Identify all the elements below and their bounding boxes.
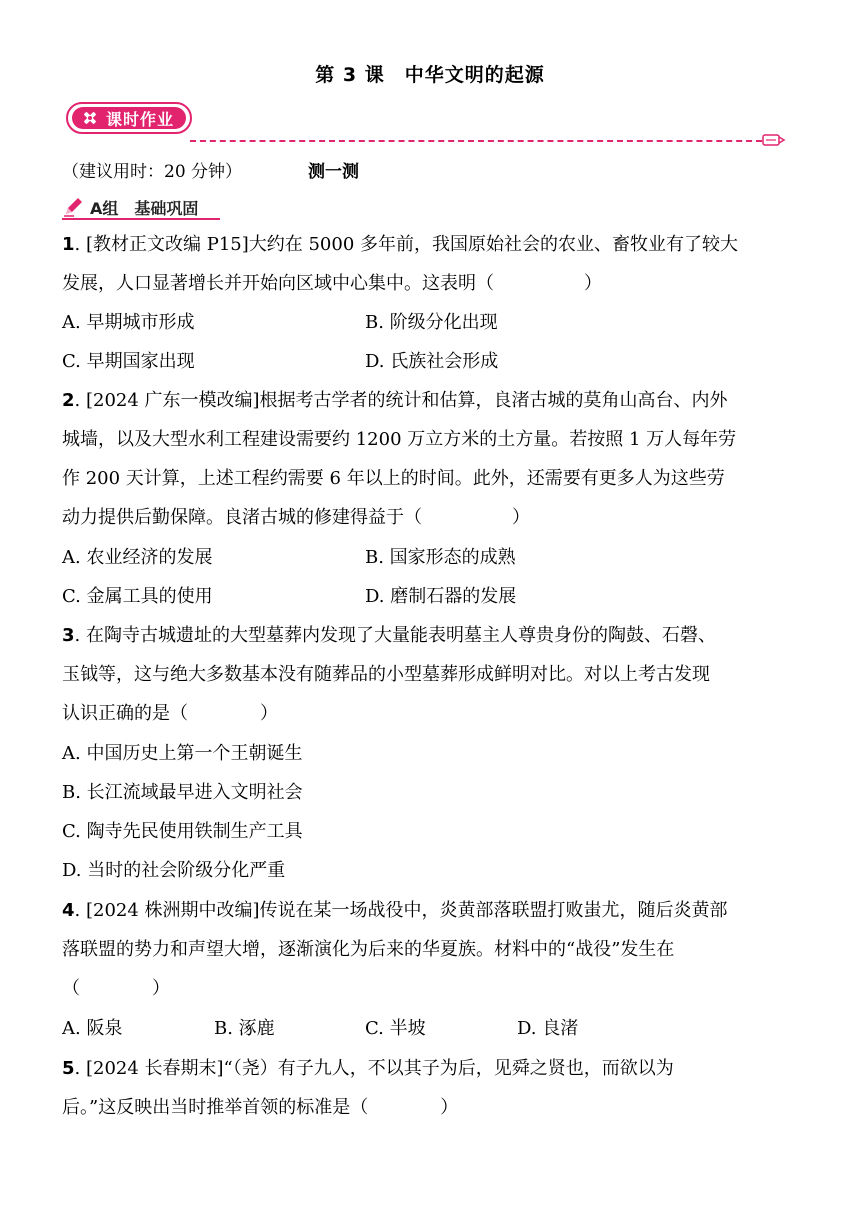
question-number: 4 (62, 900, 75, 921)
option-b[interactable]: B. 长江流域最早进入文明社会 (62, 782, 303, 803)
question-text: 玉钺等，这与绝大多数基本没有随葬品的小型墓葬形成鲜明对比。对以上考古发现 (62, 664, 710, 685)
question-text: 落联盟的势力和声望大增，逐渐演化为后来的华夏族。材料中的“战役”发生在 (62, 939, 675, 960)
question-text: . [2024 广东一模改编]根据考古学者的统计和估算，良渚古城的莫角山高台、内外 (74, 390, 728, 411)
question-text: . [2024 长春期末]“（尧）有子九人，不以其子为后，见舜之贤也，而欲以为 (74, 1058, 674, 1079)
group-underline (62, 218, 220, 220)
option-d[interactable]: D. 氏族社会形成 (365, 351, 499, 372)
question-text: . [教材正文改编 P15]大约在 5000 多年前，我国原始社会的农业、畜牧业有了较大 (74, 234, 739, 255)
option-a[interactable]: A. 阪泉 (62, 1018, 123, 1039)
option-a[interactable]: A. 早期城市形成 (62, 312, 195, 333)
question-number: 1 (62, 234, 75, 255)
group-label: A组 基础巩固 (90, 198, 199, 218)
option-c[interactable]: C. 金属工具的使用 (62, 586, 213, 607)
question-2 (62, 381, 802, 537)
question-text: . [2024 株洲期中改编]传说在某一场战役中，炎黄部落联盟打败蚩尤，随后炎黄部 (74, 900, 728, 921)
option-c[interactable]: C. 陶寺先民使用铁制生产工具 (62, 821, 303, 842)
question-text: 认识正确的是（ ） (62, 703, 278, 724)
question-text: 后。”这反映出当时推举首领的标准是（ ） (62, 1097, 459, 1118)
option-a[interactable]: A. 中国历史上第一个王朝诞生 (62, 743, 303, 764)
option-b[interactable]: B. 国家形态的成熟 (365, 547, 516, 568)
question-text: 城墙，以及大型水利工程建设需要约 1200 万立方米的土方量。若按照 1 万人每年劳 (62, 429, 737, 450)
option-b[interactable]: B. 涿鹿 (214, 1018, 275, 1039)
option-b[interactable]: B. 阶级分化出现 (365, 312, 498, 333)
question-number: 5 (62, 1058, 75, 1079)
question-text: 动力提供后勤保障。良渚古城的修建得益于（ ） (62, 507, 530, 528)
page-title: 第 3 课 中华文明的起源 (315, 64, 545, 86)
group-heading (62, 194, 218, 220)
section-divider (190, 140, 762, 142)
section-badge (66, 102, 192, 134)
option-c[interactable]: C. 早期国家出现 (62, 351, 195, 372)
question-text: （ ） (62, 978, 170, 999)
question-1 (62, 225, 802, 303)
question-text: 作 200 天计算，上述工程约需要 6 年以上的时间。此外，还需要有更多人为这些劳 (62, 468, 725, 489)
question-text: 发展，人口显著增长并开始向区域中心集中。这表明（ ） (62, 273, 602, 294)
option-a[interactable]: A. 农业经济的发展 (62, 547, 213, 568)
suggested-time: （建议用时：20 分钟） (62, 162, 243, 182)
pen-icon (62, 196, 84, 218)
badge-label: 课时作业 (106, 109, 175, 129)
pencil-ruler-icon (80, 108, 100, 128)
question-text: . 在陶寺古城遗址的大型墓葬内发现了大量能表明墓主人尊贵身份的陶鼓、石磬、 (74, 625, 716, 646)
option-d[interactable]: D. 当时的社会阶级分化严重 (62, 860, 286, 881)
question-5 (62, 1049, 802, 1127)
option-d[interactable]: D. 磨制石器的发展 (365, 586, 517, 607)
arrow-end-icon (762, 133, 786, 147)
question-number: 3 (62, 625, 75, 646)
question-4 (62, 891, 802, 1008)
option-d[interactable]: D. 良渚 (517, 1018, 579, 1039)
question-3 (62, 616, 802, 733)
question-number: 2 (62, 390, 75, 411)
subsection-title: 测一测 (308, 162, 359, 182)
option-c[interactable]: C. 半坡 (365, 1018, 426, 1039)
